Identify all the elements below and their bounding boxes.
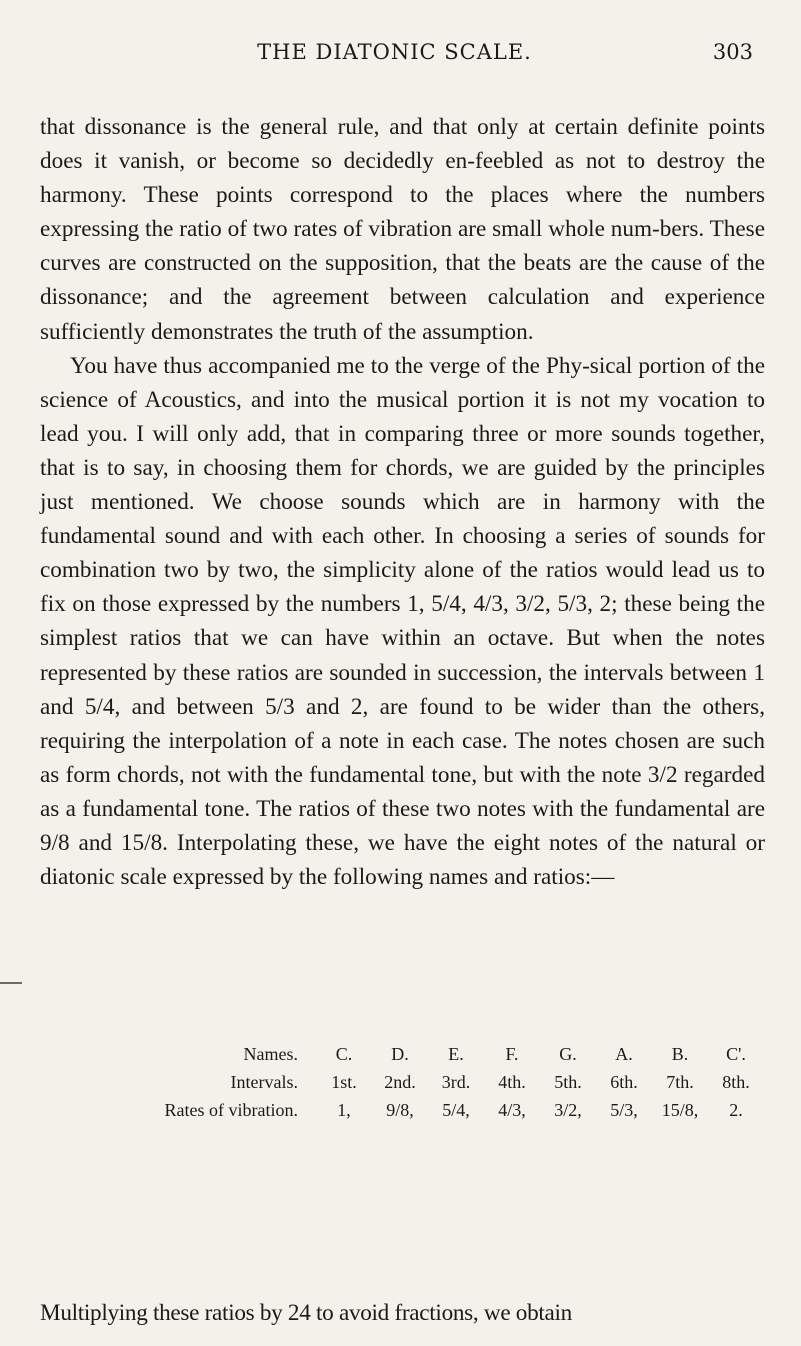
name-cell: F. [505,1043,519,1064]
page-number: 303 [712,40,753,64]
interval-cell: 2nd. [384,1071,416,1092]
rate-cell: 1, [337,1099,351,1120]
rates-row [58,1096,764,1124]
name-cell: A. [615,1043,633,1064]
running-head: THE DIATONIC SCALE. [257,40,532,64]
intervals-label: Intervals. [230,1071,298,1092]
name-cell: C. [335,1043,353,1064]
rate-cell: 5/4, [442,1099,470,1120]
rates-label: Rates of vibration. [164,1099,298,1120]
rate-cell: 15/8, [661,1099,699,1120]
names-row [58,1040,764,1068]
paragraph-2: You have thus accompanied me to the verge of the Phy-sical portion of the science of Acoustics, and into the musical portion it is not my vocation to lead you. I will only add, that in comparing three or more sounds together, that is to say, in choosing them for chords, we are guided by the principles just mentioned. We choose sounds which are in harmony with the fundamental sound and with each other. In choosing a series of sounds for combination two by two, the simplicity alone of the ratios would lead us to fix on those expressed by the numbers 1, 5/4, 4/3, 3/2, 5/3, 2; these being the simplest ratios that we can have within an octave. But when the notes represented by these ratios are sounded in succession, the intervals between 1 and 5/4, and between 5/3 and 2, are found to be wider than the others, requiring the interpolation of a note in each case. The notes chosen are such as form chords, not with the fundamental tone, but with the note 3/2 regarded as a fundamental tone. The ratios of these two notes with the fundamental are 9/8 and 15/8. Interpolating these, we have the eight notes of the natural or diatonic scale expressed by the following names and ratios:— [40,352,765,891]
closing-line: Multiplying these ratios by 24 to avoid fractions, we obtain [40,1300,572,1326]
name-cell: D. [391,1043,409,1064]
interval-cell: 3rd. [441,1071,471,1092]
name-cell: G. [559,1043,577,1064]
rate-cell: 9/8, [386,1099,414,1120]
rate-cell: 5/3, [610,1099,638,1120]
interval-cell: 8th. [722,1071,750,1092]
interval-cell: 1st. [331,1071,357,1092]
interval-cell: 6th. [610,1071,638,1092]
interval-cell: 4th. [498,1071,526,1092]
rate-cell: 4/3, [498,1099,526,1120]
margin-mark [0,982,22,984]
name-cell: E. [448,1043,464,1064]
page-header [36,40,753,70]
rate-cell: 3/2, [554,1099,582,1120]
name-cell: B. [671,1043,689,1064]
name-cell: C'. [726,1043,746,1064]
rate-cell: 2. [729,1099,743,1120]
interval-cell: 5th. [554,1071,582,1092]
intervals-row [58,1068,764,1096]
scale-table [58,1040,764,1124]
body-text [40,110,765,894]
interval-cell: 7th. [666,1071,694,1092]
paragraph-1: that dissonance is the general rule, and that only at certain definite points does it vanish, or become so decidedly en-feebled as not to destroy the harmony. These points correspond to the places where the numbers expressing the ratio of two rates of vibration are small whole num-bers. These curves are constructed on the supposition, that the beats are the cause of the dissonance; and the agreement between calculation and experience sufficiently demonstrates the truth of the assumption. [40,114,765,345]
names-label: Names. [243,1043,298,1064]
